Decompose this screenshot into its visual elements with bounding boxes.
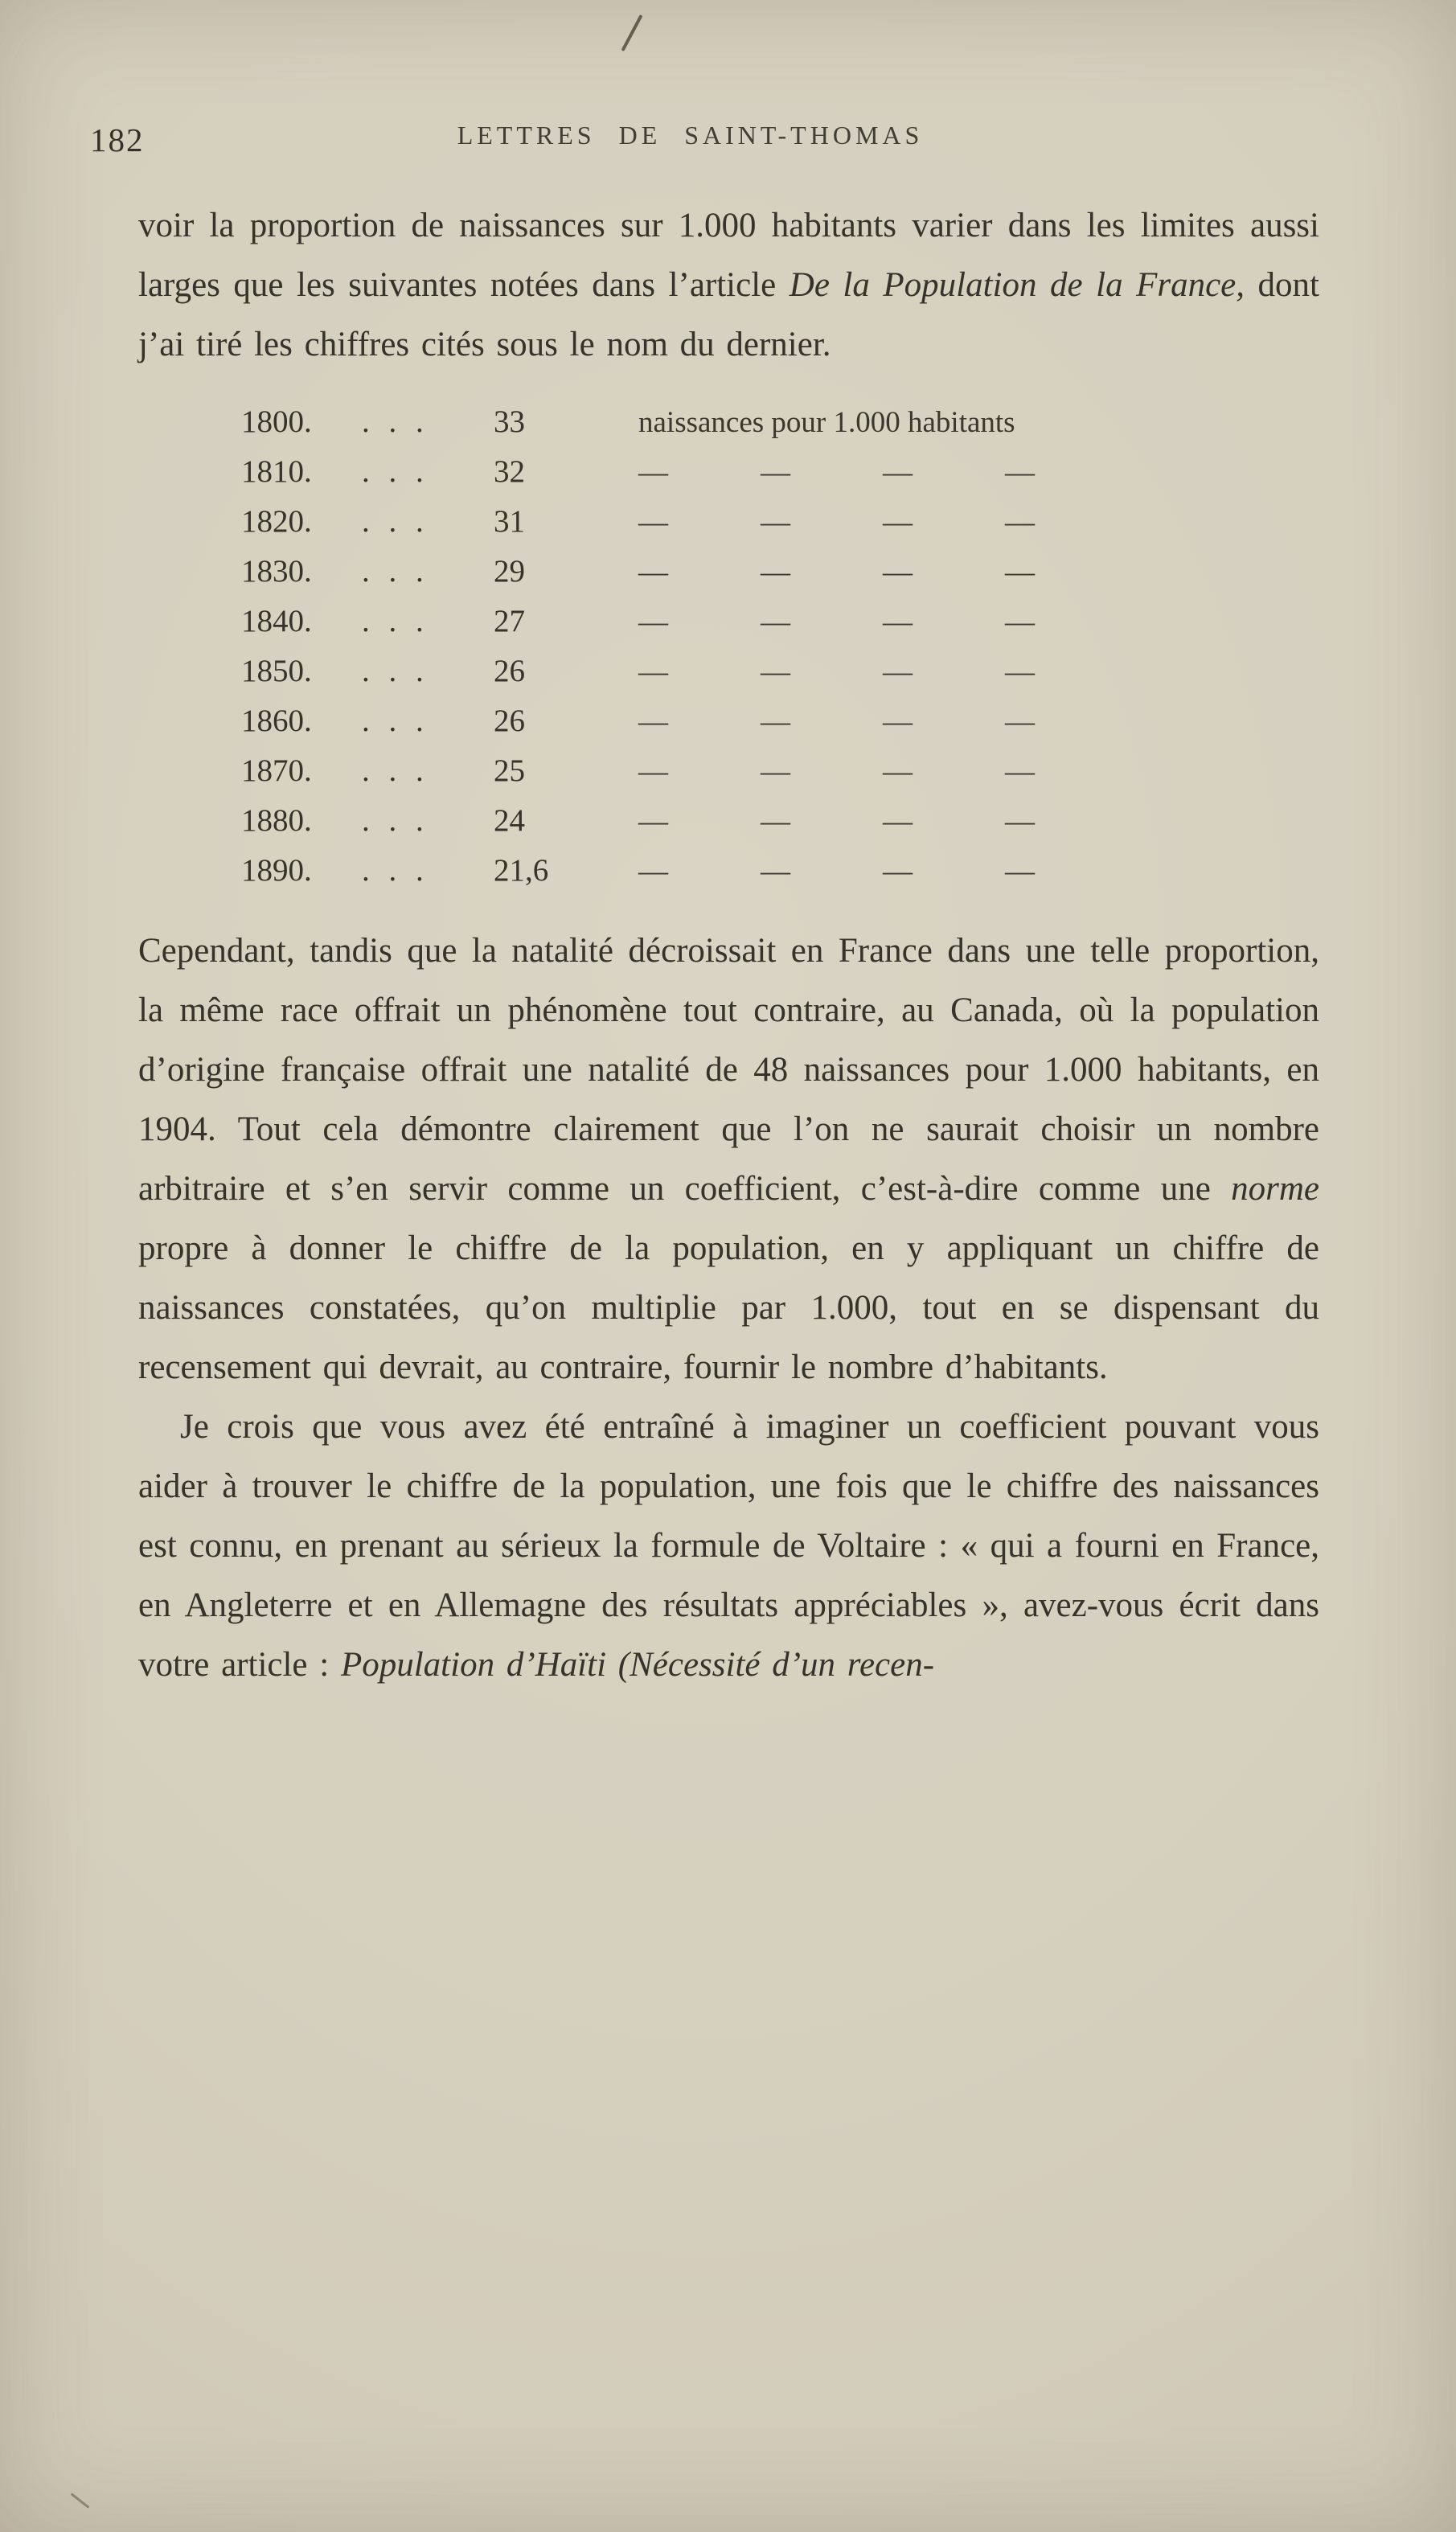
ditto-dash: — [883, 755, 913, 788]
ditto-cell [627, 448, 1319, 497]
dots-cell: . . . [362, 853, 429, 888]
rate-value-cell: 26 [494, 654, 525, 688]
ditto-dash: — [761, 855, 790, 888]
ditto-dash: — [638, 655, 668, 688]
ditto-dash: — [1005, 556, 1035, 589]
ditto-dash: — [883, 655, 913, 688]
ditto-cell [627, 747, 1319, 796]
rate-value-cell: 33 [494, 404, 525, 439]
pen-mark-icon [71, 2493, 90, 2509]
dots-cell: . . . [362, 604, 429, 638]
dots-cell: . . . [362, 753, 429, 788]
ditto-dash: — [883, 506, 913, 539]
rate-value-cell: 29 [494, 554, 525, 589]
rate-value-cell: 21,6 [494, 853, 549, 888]
paragraph-coefficient [138, 1397, 1319, 1695]
ditto-dash: — [1005, 705, 1035, 738]
rate-value-cell: 27 [494, 604, 525, 638]
ditto-dash: — [1005, 805, 1035, 838]
table-row [138, 547, 1319, 597]
text-segment: Cependant, tandis que la natalité décroissait en France dans une telle proportion, la même race offrait un phénomène tout contraire, au Canada, où la population d’origine française offrait une natalité de 48 naissances pour 1.000 habitants, en 1904. Tout cela démontre clairement que l’on ne saurait choisir un nombre arbitraire et s’en servir comme un coefficient, c’est-à-dire comme une [138, 932, 1319, 1208]
dots-cell: . . . [362, 554, 429, 589]
text-segment: propre à donner le chiffre de la population, en y appliquant un chiffre de naissances constatées, qu’on multiplie par 1.000, tout en se dispensant du recensement qui devrait, au contraire, fournir le nombre d’habitants. [138, 1229, 1319, 1386]
ditto-dash: — [638, 556, 668, 589]
ditto-dash: — [883, 855, 913, 888]
ditto-dash: — [761, 605, 790, 638]
year-cell: 1860. [241, 704, 312, 738]
ditto-dash: — [761, 805, 790, 838]
year-cell: 1850. [241, 654, 312, 688]
ditto-dash: — [638, 755, 668, 788]
birth-rate-table [138, 397, 1319, 896]
dots-cell: . . . [362, 454, 429, 489]
ditto-dash: — [761, 506, 790, 539]
italic-text: norme [1231, 1170, 1319, 1208]
ditto-dash: — [761, 655, 790, 688]
dots-cell: . . . [362, 704, 429, 738]
year-cell: 1880. [241, 803, 312, 838]
table-row [138, 796, 1319, 846]
paragraph-intro [138, 196, 1319, 375]
ditto-dash: — [638, 456, 668, 489]
ditto-dash: — [761, 705, 790, 738]
dots-cell: . . . [362, 404, 429, 439]
table-row [138, 746, 1319, 796]
table-row [138, 696, 1319, 746]
table-row [138, 597, 1319, 646]
ditto-dash: — [638, 805, 668, 838]
page-header [90, 121, 1319, 174]
year-cell: 1800. [241, 404, 312, 439]
text-segment: voir la proportion de naissances sur 1.000 habitants varier dans les limites aussi larges que les suivantes notées dans l’article [138, 207, 1319, 304]
ditto-cell [627, 548, 1319, 597]
ditto-dash: — [883, 556, 913, 589]
ditto-dash: — [1005, 655, 1035, 688]
italic-text: De la Population de la France, [789, 266, 1245, 304]
ditto-cell [627, 847, 1319, 896]
dots-cell: . . . [362, 504, 429, 539]
ditto-dash: — [761, 456, 790, 489]
ditto-dash: — [761, 556, 790, 589]
ditto-cell [627, 647, 1319, 696]
dots-cell: . . . [362, 654, 429, 688]
dots-cell: . . . [362, 803, 429, 838]
ditto-dash: — [1005, 855, 1035, 888]
year-cell: 1830. [241, 554, 312, 589]
ditto-dash: — [883, 456, 913, 489]
text-segment: Je crois que vous avez été entraîné à imaginer un coefficient pouvant vous aider à trouver le chiffre de la population, une fois que le chiffre des naissances est connu, en prenant au sérieux la formule de Voltaire : « qui a fourni en France, en Angleterre et en Allemagne des résultats appréciables », avez-vous écrit dans votre article : [138, 1408, 1319, 1684]
page-number: 182 [90, 121, 145, 158]
ditto-dash: — [761, 755, 790, 788]
ditto-cell [627, 597, 1319, 646]
year-cell: 1890. [241, 853, 312, 888]
italic-text: Population d’Haïti (Nécessité d’un recen- [340, 1646, 935, 1684]
ditto-cell [627, 498, 1319, 547]
ditto-dash: — [1005, 456, 1035, 489]
ditto-dash: — [638, 705, 668, 738]
rate-value-cell: 25 [494, 753, 525, 788]
year-cell: 1820. [241, 504, 312, 539]
ditto-cell [627, 797, 1319, 846]
ditto-dash: — [883, 605, 913, 638]
ditto-dash: — [638, 506, 668, 539]
rate-value-cell: 26 [494, 704, 525, 738]
year-cell: 1840. [241, 604, 312, 638]
ditto-dash: — [638, 855, 668, 888]
year-cell: 1810. [241, 454, 312, 489]
ditto-cell [627, 697, 1319, 746]
ditto-dash: — [1005, 506, 1035, 539]
ditto-dash: — [1005, 605, 1035, 638]
running-header: LETTRES DE SAINT-THOMAS [457, 121, 924, 150]
table-row [138, 846, 1319, 896]
paragraph-natalite [138, 921, 1319, 1397]
rate-value-cell: 24 [494, 803, 525, 838]
ditto-dash: — [1005, 755, 1035, 788]
rate-value-cell: 32 [494, 454, 525, 489]
rate-value-cell: 31 [494, 504, 525, 539]
page-body [138, 196, 1319, 1695]
table-row [138, 646, 1319, 696]
table-row [138, 447, 1319, 497]
ditto-dash: — [883, 805, 913, 838]
ditto-dash: — [638, 605, 668, 638]
table-row [138, 497, 1319, 547]
year-cell: 1870. [241, 753, 312, 788]
table-row [138, 397, 1319, 447]
text-segment: dont j’ai tiré les chiffres cités sous le nom du dernier. [138, 266, 1319, 363]
ditto-dash: — [883, 705, 913, 738]
unit-note-cell: naissances pour 1.000 habitants [638, 406, 1015, 439]
